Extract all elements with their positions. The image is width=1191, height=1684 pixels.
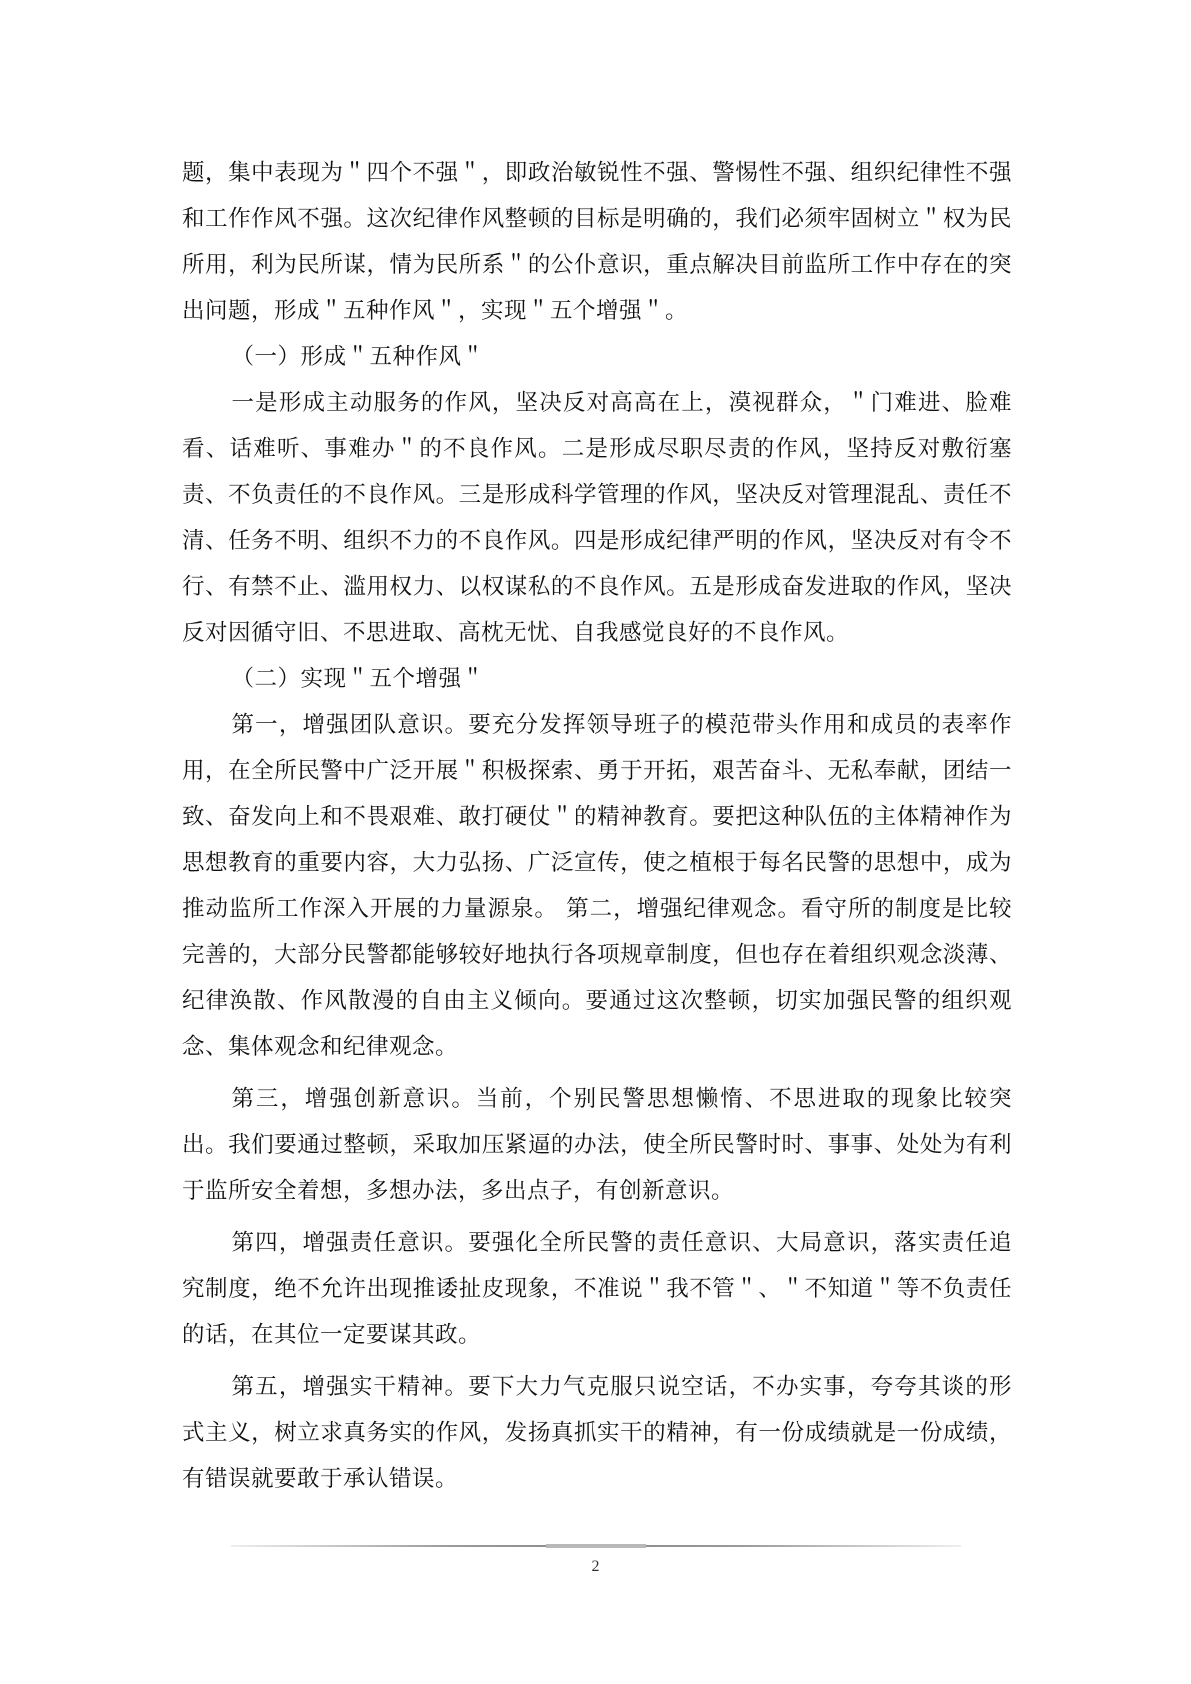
page-number: 2 — [591, 1558, 600, 1575]
paragraph-practical-spirit: 第五，增强实干精神。要下大力气克服只说空话，不办实事，夸夸其谈的形式主义，树立求真务实的作风，发扬真抓实干的精神，有一份成绩就是一份成绩，有错误就要敢于承认错误。 — [182, 1374, 1012, 1492]
section-heading-five-strengthen: （二）实现＂五个增强＂ — [231, 666, 485, 692]
paragraph-five-styles: 一是形成主动服务的作风，坚决反对高高在上，漠视群众，＂门难进、脸难看、话难听、事难办＂的不良作风。二是形成尽职尽责的作风，坚持反对敷衍塞责、不负责任的不良作风。三是形成科学管理的作风，坚决反对管理混乱、责任不清、任务不明、组织不力的不良作风。四是形成纪律严明的作风，坚决反对有令不行、有禁不止、滥用权力、以权谋私的不良作风。五是形成奋发进取的作风，坚决反对因循守旧、不思进取、高枕无忧、自我感觉良好的不良作风。 — [182, 390, 1012, 646]
section-heading-five-styles: （一）形成＂五种作风＂ — [231, 344, 485, 370]
paragraph-intro-continued: 题，集中表现为＂四个不强＂，即政治敏锐性不强、警惕性不强、组织纪律性不强和工作作风不强。这次纪律作风整顿的目标是明确的，我们必须牢固树立＂权为民所用，利为民所谋，情为民所系＂的公仆意识，重点解决目前监所工作中存在的突出问题，形成＂五种作风＂，实现＂五个增强＂。 — [182, 160, 1012, 324]
document-body — [182, 150, 1012, 1502]
paragraph-innovation: 第三，增强创新意识。当前，个别民警思想懒惰、不思进取的现象比较突出。我们要通过整顿，采取加压紧逼的办法，使全所民警时时、事事、处处为有利于监所安全着想，多想办法，多出点子，有创新意识。 — [182, 1086, 1012, 1204]
paragraph-responsibility: 第四，增强责任意识。要强化全所民警的责任意识、大局意识，落实责任追究制度，绝不允许出现推诿扯皮现象，不准说＂我不管＂、＂不知道＂等不负责任的话，在其位一定要谋其政。 — [182, 1230, 1012, 1348]
footer-divider — [231, 1545, 961, 1547]
paragraph-team-and-discipline: 第一，增强团队意识。要充分发挥领导班子的模范带头作用和成员的表率作用，在全所民警中广泛开展＂积极探索、勇于开拓，艰苦奋斗、无私奉献，团结一致、奋发向上和不畏艰难、敢打硬仗＂的精神教育。要把这种队伍的主体精神作为思想教育的重要内容，大力弘扬、广泛宣传，使之植根于每名民警的思想中，成为推动监所工作深入开展的力量源泉。 第二，增强纪律观念。看守所的制度是比较完善的，大部分民警都能够较好地执行各项规章制度，但也存在着组织观念淡薄、纪律涣散、作风散漫的自由主义倾向。要通过这次整顿，切实加强民警的组织观念、集体观念和纪律观念。 — [182, 712, 1012, 1060]
